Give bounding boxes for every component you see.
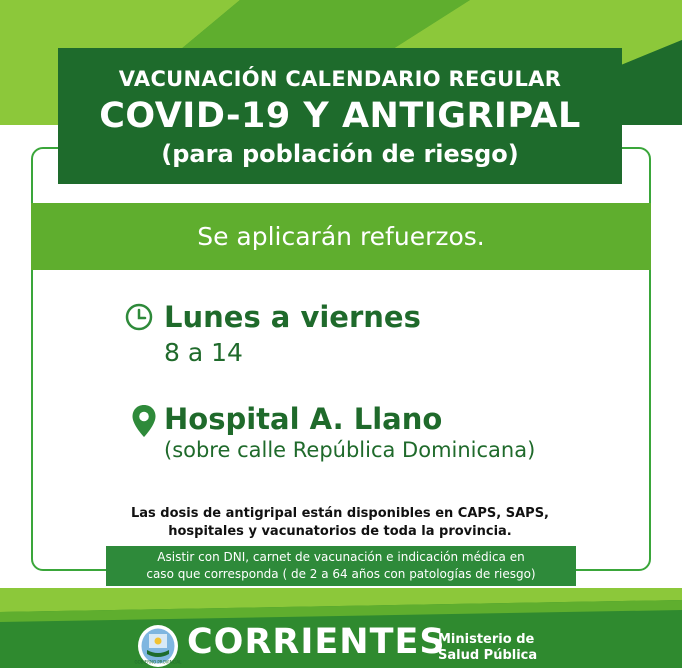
requirements-line-2: caso que corresponda ( de 2 a 64 años con patologías de riesgo) <box>146 567 536 581</box>
booster-banner-text: Se aplicarán refuerzos. <box>197 222 485 251</box>
ministry-line-2: Salud Pública <box>438 648 538 663</box>
requirements-line-1: Asistir con DNI, carnet de vacunación e indicación médica en <box>157 550 525 564</box>
title-box <box>58 48 622 184</box>
map-pin-icon <box>131 404 157 438</box>
schedule-days: Lunes a viernes <box>164 300 421 334</box>
title-line-3: (para población de riesgo) <box>161 140 519 168</box>
booster-banner <box>31 203 651 270</box>
availability-note-line-1: Las dosis de antigripal están disponibles en CAPS, SAPS, <box>130 506 549 521</box>
ministry-name <box>438 632 537 664</box>
location-detail: (sobre calle República Dominicana) <box>164 438 536 462</box>
schedule-hours: 8 a 14 <box>164 338 243 367</box>
ministry-line-1: Ministerio de <box>438 632 535 647</box>
requirements-banner <box>106 546 576 586</box>
requirements-text <box>112 549 570 583</box>
availability-note-line-2: hospitales y vacunatorios de toda la provincia. <box>168 524 512 539</box>
svg-text:GOBIERNO PROVINCIAL: GOBIERNO PROVINCIAL <box>134 659 182 665</box>
title-line-1: VACUNACIÓN CALENDARIO REGULAR <box>118 67 562 91</box>
title-line-2: COVID-19 Y ANTIGRIPAL <box>99 96 581 136</box>
availability-note <box>100 505 580 541</box>
clock-icon <box>125 303 153 331</box>
brand-name: CORRIENTES <box>187 622 446 662</box>
location-name: Hospital A. Llano <box>164 402 443 436</box>
provincial-seal-icon <box>134 624 182 668</box>
